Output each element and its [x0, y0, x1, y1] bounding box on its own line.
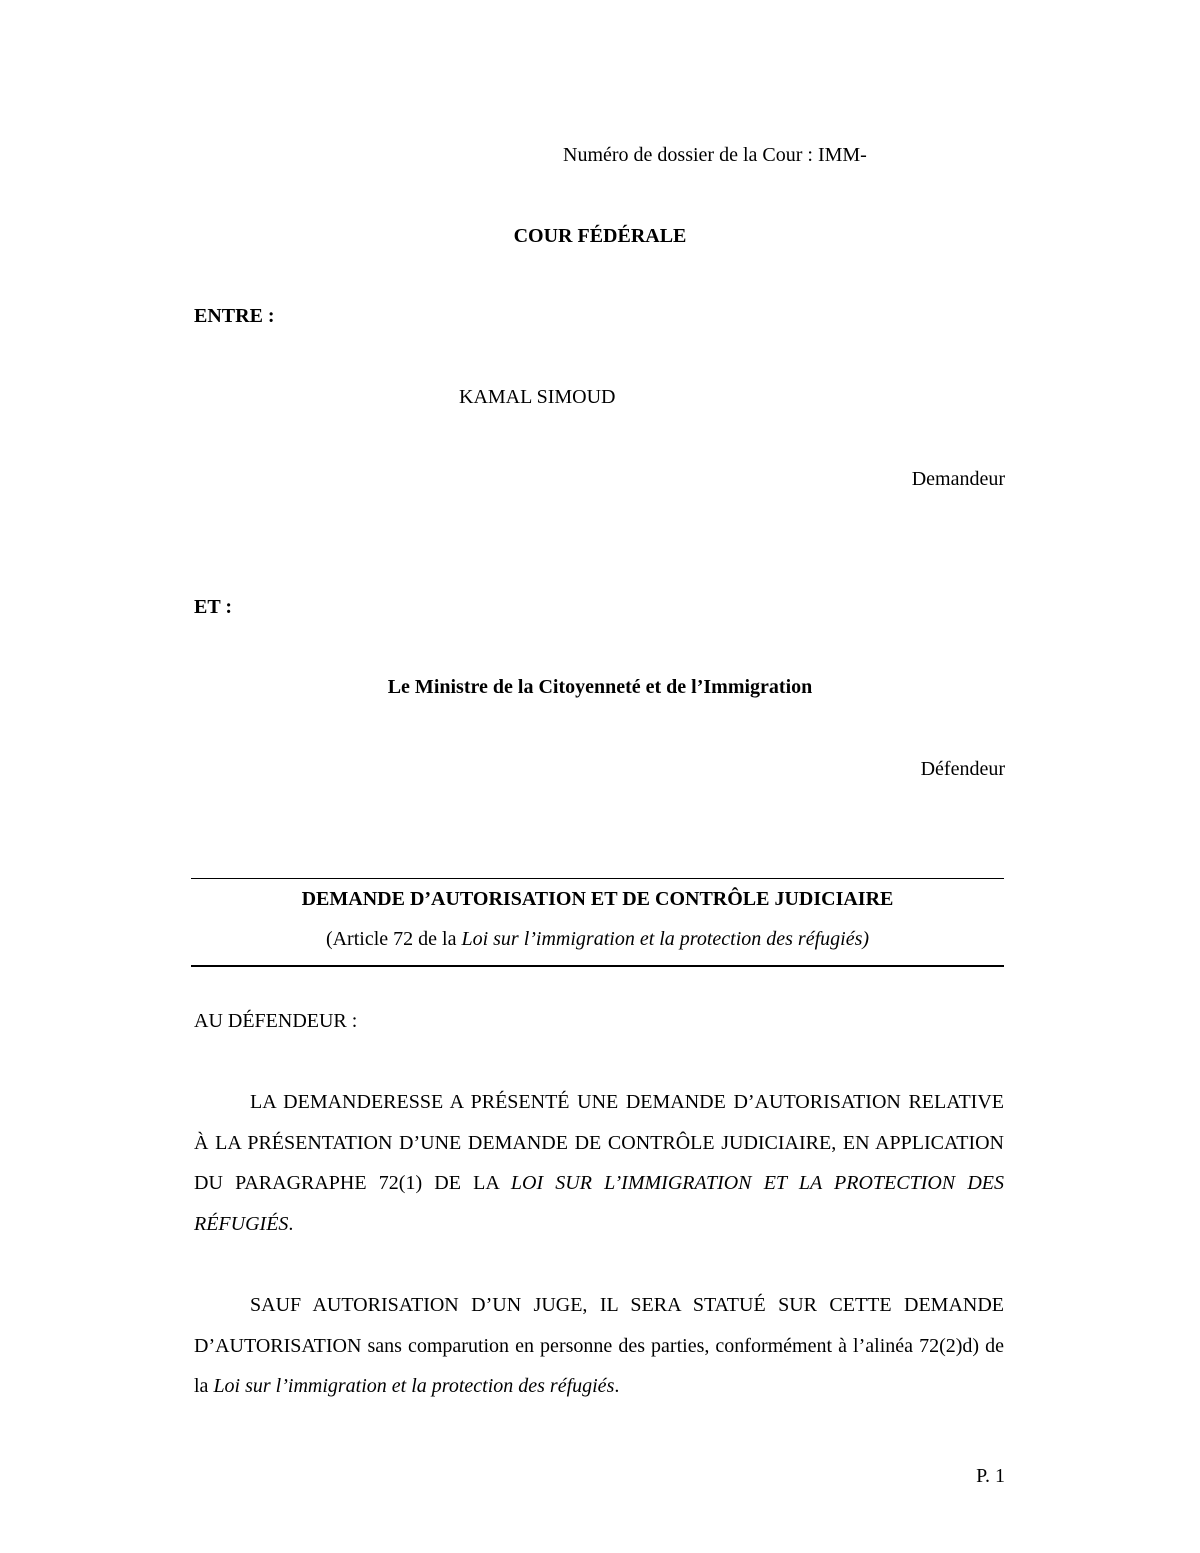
document-title: DEMANDE D’AUTORISATION ET DE CONTRÔLE JUDICIAIRE	[301, 888, 894, 910]
respondent-role: Défendeur	[920, 758, 1005, 780]
subtitle-act-name: Loi sur l’immigration et la protection des réfugiés)	[461, 928, 870, 950]
paragraph-1-act-name: LOI SUR L’IMMIGRATION ET LA PROTECTION DES RÉFUGIÉS	[194, 1172, 1004, 1235]
paragraph-2: SAUF AUTORISATION D’UN JUGE, IL SERA STATUÉ SUR CETTE DEMANDE D’AUTORISATION sans comparution en personne des parties, conformément à l’alinéa 72(2)d) de la Loi sur l’immigration et la protection des réfugiés.	[194, 1294, 1004, 1397]
applicant-name: KAMAL SIMOUD	[459, 386, 616, 408]
court-file-number: Numéro de dossier de la Cour : IMM-	[563, 144, 867, 166]
title-bottom-rule	[191, 965, 1004, 967]
addressee: AU DÉFENDEUR :	[194, 1010, 358, 1032]
court-name: COUR FÉDÉRALE	[513, 225, 687, 247]
page-number: P. 1	[976, 1465, 1005, 1487]
paragraph-2-text: SAUF AUTORISATION D’UN JUGE, IL SERA STATUÉ SUR CETTE DEMANDE D’AUTORISATION sans comparution en personne des parties, conformément à l’alinéa 72(2)d) de la	[194, 1294, 1004, 1397]
document-subtitle	[191, 929, 1004, 949]
paragraph-1-text: LA DEMANDERESSE A PRÉSENTÉ UNE DEMANDE D’AUTORISATION RELATIVE À LA PRÉSENTATION D’UNE DEMANDE DE CONTRÔLE JUDICIAIRE, EN APPLICATION DU PARAGRAPHE 72(1) DE LA	[194, 1091, 1004, 1194]
paragraph-1: LA DEMANDERESSE A PRÉSENTÉ UNE DEMANDE D’AUTORISATION RELATIVE À LA PRÉSENTATION D’UNE DEMANDE DE CONTRÔLE JUDICIAIRE, EN APPLICATION DU PARAGRAPHE 72(1) DE LA LOI SUR L’IMMIGRATION ET LA PROTECTION DES RÉFUGIÉS.	[194, 1091, 1004, 1235]
respondent-name: Le Ministre de la Citoyenneté et de l’Immigration	[387, 676, 813, 698]
and-label: ET :	[194, 596, 232, 618]
title-top-rule	[191, 878, 1004, 879]
paragraph-2-act-name: Loi sur l’immigration et la protection des réfugiés	[213, 1375, 615, 1397]
subtitle-prefix: (Article 72 de la	[325, 928, 462, 950]
applicant-role: Demandeur	[911, 468, 1005, 490]
between-label: ENTRE :	[194, 305, 275, 327]
